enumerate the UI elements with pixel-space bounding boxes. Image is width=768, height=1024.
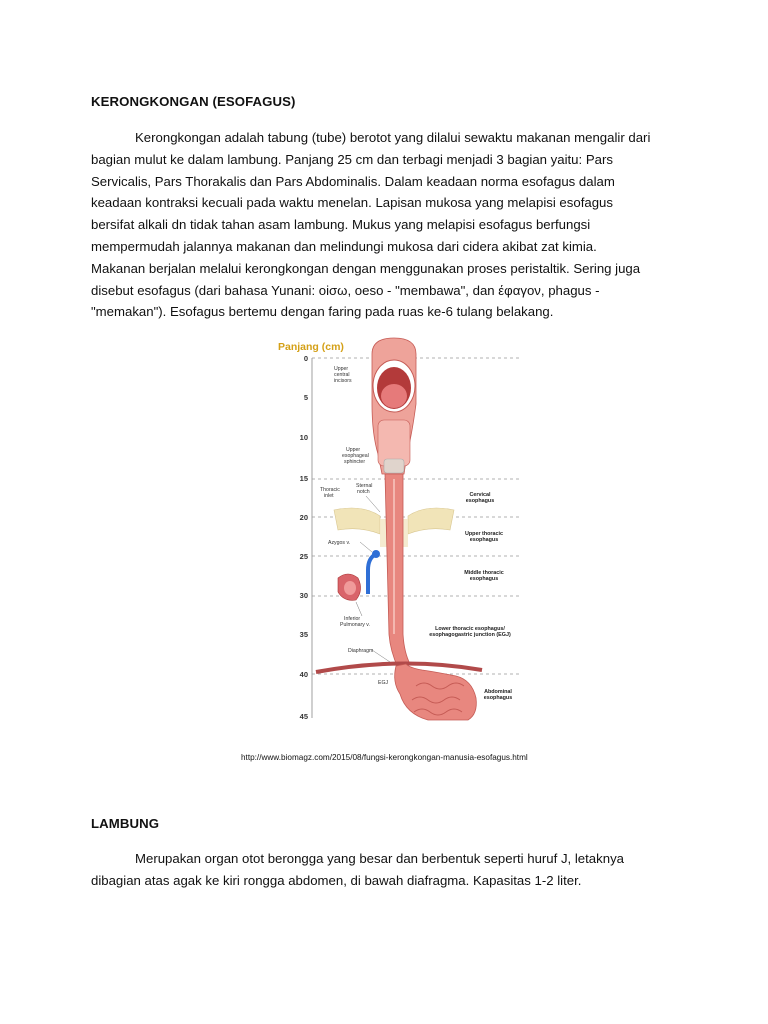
tick-label: 30 [299, 591, 308, 600]
tick-label: 45 [299, 712, 308, 721]
label-cervical: esophagus [465, 498, 495, 504]
tick-label: 20 [299, 513, 308, 522]
label-lower-thoracic: esophagogastric junction (EGJ) [429, 632, 511, 638]
section-heading-lambung: LAMBUNG [91, 816, 160, 831]
tick-label: 10 [299, 433, 308, 442]
label-upper-incisors: Upper [334, 366, 349, 372]
label-middle-thoracic: esophagus [469, 576, 499, 582]
stomach [395, 664, 477, 720]
tick-label: 40 [299, 670, 308, 679]
label-thoracic-inlet: inlet [324, 493, 334, 499]
tick-label: 25 [299, 552, 308, 561]
label-upper-thoracic: Upper thoracic [464, 531, 504, 537]
head-region [372, 338, 416, 474]
label-egj: EGJ [378, 680, 389, 686]
paragraph-esofagus [91, 127, 691, 323]
tick-label: 35 [299, 630, 308, 639]
axis-title: Panjang (cm) [278, 341, 344, 353]
label-thoracic-inlet: Thoracic [320, 487, 340, 493]
tick-label: 5 [303, 393, 308, 402]
text-line: disebut esofagus (dari bahasa Yunani: οiσω, oeso - "membawa", dan έφαγον, phagus - [91, 282, 600, 298]
label-upper-thoracic: esophagus [469, 537, 499, 543]
tick-label: 0 [303, 354, 308, 363]
label-abdominal: esophagus [483, 695, 513, 701]
label-upper-incisors: central [334, 372, 350, 378]
label-pulmonary: Pulmonary v. [340, 622, 370, 628]
label-cervical: Cervical [469, 492, 491, 498]
label-pulmonary: Inferior [344, 616, 361, 622]
text-line: Makanan berjalan melalui kerongkongan dengan menggunakan proses peristaltik. Sering juga [91, 260, 641, 276]
label-sternal-notch: Sternal [356, 483, 373, 489]
label-lower-thoracic: Lower thoracic esophagus/ [435, 626, 505, 632]
text-line: Kerongkongan adalah tabung (tube) berotot yang dilalui sewaktu makanan mengalir dari [135, 130, 651, 145]
text-line: Merupakan organ otot berongga yang besar dan berbentuk seperti huruf J, letaknya [135, 851, 624, 866]
pulmonary-vessel [338, 574, 361, 600]
label-diaphragm: Diaphragm [348, 648, 374, 654]
esophagus-tube [385, 474, 410, 668]
label-upper-incisors: incisors [334, 378, 352, 384]
label-abdominal: Abdominal [484, 689, 512, 695]
label-middle-thoracic: Middle thoracic [464, 570, 504, 576]
figure-caption-link[interactable]: http://www.biomagz.com/2015/08/fungsi-kerongkongan-manusia-esofagus.html [241, 753, 528, 762]
text-line: bersifat alkali dn tidak tahan asam lambung. Mukus yang melapisi esofagus berfungsi [91, 217, 591, 233]
text-line: keadaan kontraksi kecuali pada waktu menelan. Lapisan mukosa yang melapisi esofagus [91, 195, 613, 211]
text-line: mempermudah jalannya makanan dan melindungi mukosa dari cidera akibat zat kimia. [91, 238, 597, 254]
text-line: bagian mulut ke dalam lambung. Panjang 25 cm dan terbagi menjadi 3 bagian yaitu: Pars [91, 151, 613, 167]
paragraph-lambung [91, 848, 691, 892]
label-azygos: Azygos v. [328, 540, 351, 546]
text-line: "memakan"). Esofagus bertemu dengan faring pada ruas ke-6 tulang belakang. [91, 304, 554, 320]
azygos-vein [368, 550, 380, 594]
tick-label: 15 [299, 474, 308, 483]
label-sternal-notch: notch [357, 489, 370, 495]
label-ues: Upper [346, 447, 361, 453]
section-heading-esofagus: KERONGKONGAN (ESOFAGUS) [91, 94, 296, 109]
text-line: dibagian atas agak ke kiri rongga abdomen, di bawah diafragma. Kapasitas 1-2 liter. [91, 872, 582, 888]
label-ues: esophageal [342, 453, 369, 459]
text-line: Servicalis, Pars Thorakalis dan Pars Abdominalis. Dalam keadaan norma esofagus dalam [91, 173, 615, 189]
esophagus-diagram [272, 334, 524, 726]
tick-labels [300, 354, 308, 721]
label-ues: sphincter [344, 459, 366, 465]
esophagus-illustration [272, 334, 524, 726]
